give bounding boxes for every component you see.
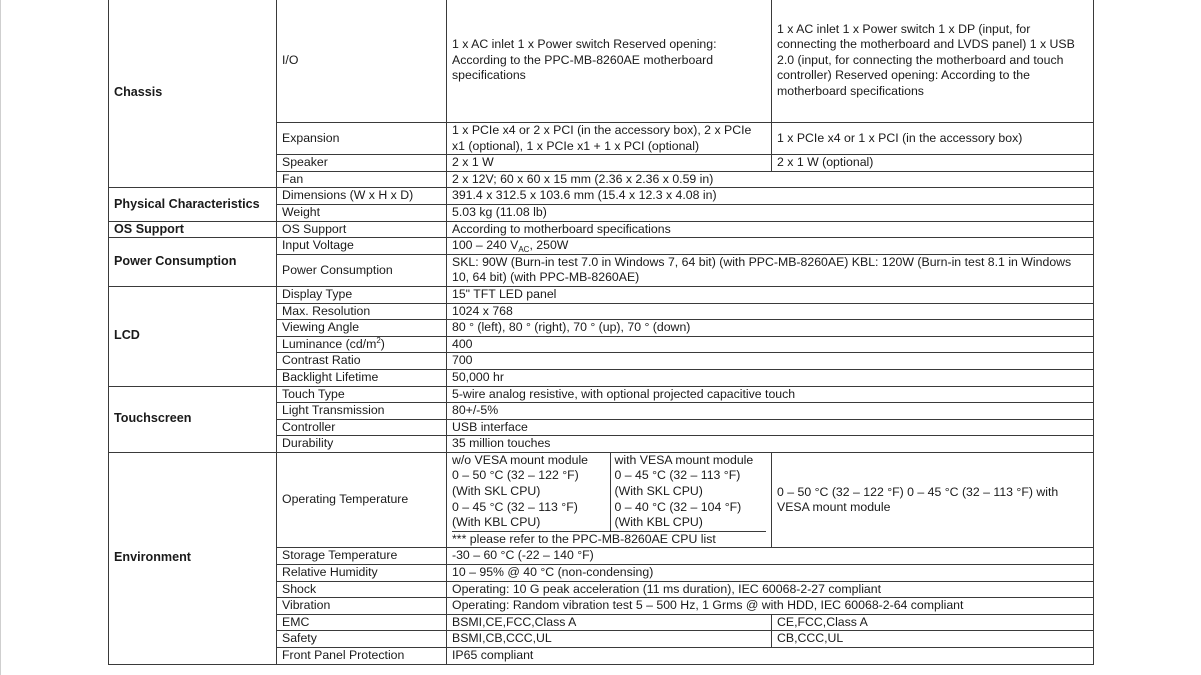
- spec-label-storage-temp: Storage Temperature: [277, 548, 447, 565]
- spec-label-controller: Controller: [277, 419, 447, 436]
- spec-row-io: [109, 0, 1094, 123]
- category-touchscreen: Touchscreen: [109, 386, 277, 452]
- luminance-label: Luminance (cd/m: [282, 336, 377, 351]
- spec-value-shock: Operating: 10 G peak acceleration (11 ms duration), IEC 60068-2-27 compliant: [447, 581, 1094, 598]
- spec-value-max-resolution: 1024 x 768: [447, 303, 1094, 320]
- spec-value-expansion-a: 1 x PCIe x4 or 2 x PCI (in the accessory box), 2 x PCIe x1 (optional), 1 x PCIe x1 + 1 x PCI (optional): [447, 123, 772, 155]
- category-power: Power Consumption: [109, 238, 277, 287]
- spec-label-fan: Fan: [277, 171, 447, 188]
- spec-label-contrast: Contrast Ratio: [277, 353, 447, 370]
- spec-value-input-voltage: [447, 238, 1094, 255]
- spec-value-speaker-a: 2 x 1 W: [447, 155, 772, 172]
- spec-value-emc-b: CE,FCC,Class A: [772, 614, 1094, 631]
- spec-value-operating-temp-b: 0 – 50 °C (32 – 122 °F) 0 – 45 °C (32 – 113 °F) with VESA mount module: [772, 452, 1094, 548]
- spec-value-speaker-b: 2 x 1 W (optional): [772, 155, 1094, 172]
- spec-label-io: I/O: [277, 0, 447, 123]
- spec-row-display-type: [109, 286, 1094, 303]
- spec-value-safety-a: BSMI,CB,CCC,UL: [447, 631, 772, 648]
- spec-value-controller: USB interface: [447, 419, 1094, 436]
- spec-value-backlight: 50,000 hr: [447, 369, 1094, 386]
- spec-label-backlight: Backlight Lifetime: [277, 369, 447, 386]
- luminance-sup: 2: [376, 335, 381, 345]
- spec-value-io-b: 1 x AC inlet 1 x Power switch 1 x DP (input, for connecting the motherboard and LVDS panel) 1 x USB 2.0 (input, for connecting the motherboard and touch controller) Reserved opening: According to the motherboard specifications: [772, 0, 1094, 123]
- category-physical: Physical Characteristics: [109, 188, 277, 221]
- input-voltage-watt: , 250W: [529, 238, 569, 253]
- spec-value-humidity: 10 – 95% @ 40 °C (non-condensing): [447, 565, 1094, 582]
- spec-value-dimensions: 391.4 x 312.5 x 103.6 mm (15.4 x 12.3 x 4.08 in): [447, 188, 1094, 205]
- spec-value-os: According to motherboard specifications: [447, 221, 1094, 238]
- spec-label-touch-type: Touch Type: [277, 386, 447, 403]
- spec-label-max-resolution: Max. Resolution: [277, 303, 447, 320]
- spec-label-front-panel: Front Panel Protection: [277, 648, 447, 665]
- spec-row-operating-temp: [109, 452, 1094, 548]
- spec-value-io-a: 1 x AC inlet 1 x Power switch Reserved opening: According to the PPC-MB-8260AE motherboard specifications: [447, 0, 772, 123]
- spec-value-power-consumption: SKL: 90W (Burn-in test 7.0 in Windows 7, 64 bit) (with PPC-MB-8260AE) KBL: 120W (Burn-in test 8.1 in Windows 10, 64 bit) (with PPC-MB-8260AE): [447, 254, 1094, 286]
- spec-value-vibration: Operating: Random vibration test 5 – 500 Hz, 1 Grms @ with HDD, IEC 60068-2-64 compliant: [447, 598, 1094, 615]
- spec-label-weight: Weight: [277, 204, 447, 221]
- spec-row-input-voltage: [109, 238, 1094, 255]
- spec-value-contrast: 700: [447, 353, 1094, 370]
- spec-row-touch-type: [109, 386, 1094, 403]
- category-os: OS Support: [109, 221, 277, 238]
- spec-value-safety-b: CB,CCC,UL: [772, 631, 1094, 648]
- category-chassis: Chassis: [109, 0, 277, 188]
- spec-label-input-voltage: Input Voltage: [277, 238, 447, 255]
- op-temp-cpu-note: *** please refer to the PPC-MB-8260AE CPU list: [452, 531, 766, 547]
- spec-label-emc: EMC: [277, 614, 447, 631]
- spec-label-vibration: Vibration: [277, 598, 447, 615]
- spec-label-dimensions: Dimensions (W x H x D): [277, 188, 447, 205]
- spec-label-os: OS Support: [277, 221, 447, 238]
- spec-label-shock: Shock: [277, 581, 447, 598]
- spec-value-luminance: 400: [447, 336, 1094, 353]
- spec-label-durability: Durability: [277, 436, 447, 453]
- op-temp-with-vesa: with VESA mount module 0 – 45 °C (32 – 113 °F) (With SKL CPU) 0 – 40 °C (32 – 104 °F) (With KBL CPU): [614, 452, 754, 530]
- spec-label-expansion: Expansion: [277, 123, 447, 155]
- input-voltage-range: 100 – 240 V: [452, 238, 519, 253]
- page-edge: [0, 0, 1, 675]
- spec-value-touch-type: 5-wire analog resistive, with optional projected capacitive touch: [447, 386, 1094, 403]
- spec-label-viewing-angle: Viewing Angle: [277, 320, 447, 337]
- category-environment: Environment: [109, 452, 277, 664]
- input-voltage-ac: AC: [518, 245, 530, 255]
- spec-value-display-type: 15" TFT LED panel: [447, 286, 1094, 303]
- spec-value-fan: 2 x 12V; 60 x 60 x 15 mm (2.36 x 2.36 x 0.59 in): [447, 171, 1094, 188]
- spec-value-emc-a: BSMI,CE,FCC,Class A: [447, 614, 772, 631]
- spec-label-display-type: Display Type: [277, 286, 447, 303]
- spec-value-front-panel: IP65 compliant: [447, 648, 1094, 665]
- spec-value-weight: 5.03 kg (11.08 lb): [447, 204, 1094, 221]
- spec-label-power-consumption: Power Consumption: [277, 254, 447, 286]
- category-lcd: LCD: [109, 286, 277, 386]
- spec-value-viewing-angle: 80 ° (left), 80 ° (right), 70 ° (up), 70 ° (down): [447, 320, 1094, 337]
- spec-row-os: [109, 221, 1094, 238]
- spec-value-storage-temp: -30 – 60 °C (-22 – 140 °F): [447, 548, 1094, 565]
- luminance-label-end: ): [380, 336, 385, 351]
- spec-label-luminance: [277, 336, 447, 353]
- spec-value-light-transmission: 80+/-5%: [447, 403, 1094, 420]
- spec-label-safety: Safety: [277, 631, 447, 648]
- spec-value-expansion-b: 1 x PCIe x4 or 1 x PCI (in the accessory box): [772, 123, 1094, 155]
- spec-label-operating-temp: Operating Temperature: [277, 452, 447, 548]
- spec-row-dimensions: [109, 188, 1094, 205]
- spec-value-durability: 35 million touches: [447, 436, 1094, 453]
- spec-label-light-transmission: Light Transmission: [277, 403, 447, 420]
- operating-temp-subtable: [452, 453, 766, 548]
- spec-table: [108, 0, 1094, 665]
- op-temp-without-vesa: w/o VESA mount module 0 – 50 °C (32 – 122 °F) (With SKL CPU) 0 – 45 °C (32 – 113 °F) (With KBL CPU): [452, 453, 610, 531]
- spec-label-speaker: Speaker: [277, 155, 447, 172]
- spec-label-humidity: Relative Humidity: [277, 565, 447, 582]
- spec-value-operating-temp-a: [447, 452, 772, 548]
